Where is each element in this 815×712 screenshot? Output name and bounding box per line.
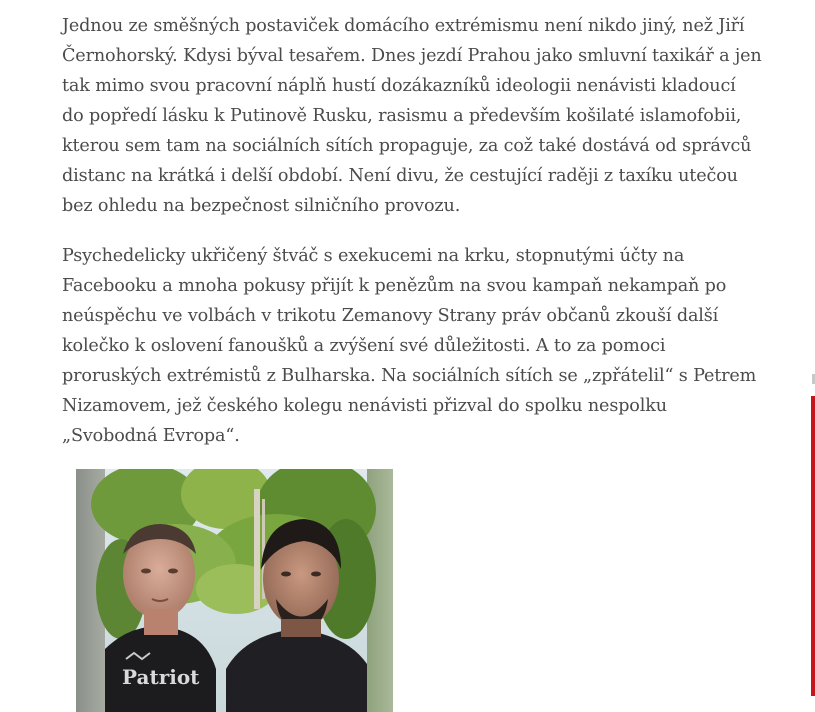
article-paragraph-1: Jednou ze směšných postaviček domácího extrémismu není nikdo jiný, než Jiří Černohorský. Kdysi býval tesařem. Dnes jezdí Prahou jako smluvní taxikář a jen tak mimo svou pracovní náplň hustí dozákazníků ideologii nenávisti kladoucí do popředí lásku k Putinově Rusku, rasismu a především košilaté islamofobii, kterou sem tam na sociálních sítích propaguje, za což také dostává od správců distanc na krátká i delší období. Není divu, že cestující raději z taxíku utečou bez ohledu na bezpečnost silničního provozu. bbox=[62, 16, 762, 216]
article-body bbox=[62, 11, 762, 471]
article-paragraph-2: Psychedelicky ukřičený štváč s exekucemi na krku, stopnutými účty na Facebooku a mnoha pokusy přijít k penězům na svou kampaň nekampaň po neúspěchu ve volbách v trikotu Zemanovy Strany práv občanů zkouší další kolečko k oslovení fanoušků a zvýšení své důležitosti. A to za pomoci proruských extrémistů z Bulharska. Na sociálních sítích se „zpřátelil“ s Petrem Nizamovem, jež českého kolegu nenávisti přizval do spolku nespolku „Svobodná Evropa“. bbox=[62, 246, 757, 446]
photo-image bbox=[76, 469, 393, 712]
shirt-text: Patriot bbox=[122, 665, 200, 689]
article-photo[interactable] bbox=[76, 469, 393, 712]
sidebar-accent-bar bbox=[811, 396, 815, 696]
